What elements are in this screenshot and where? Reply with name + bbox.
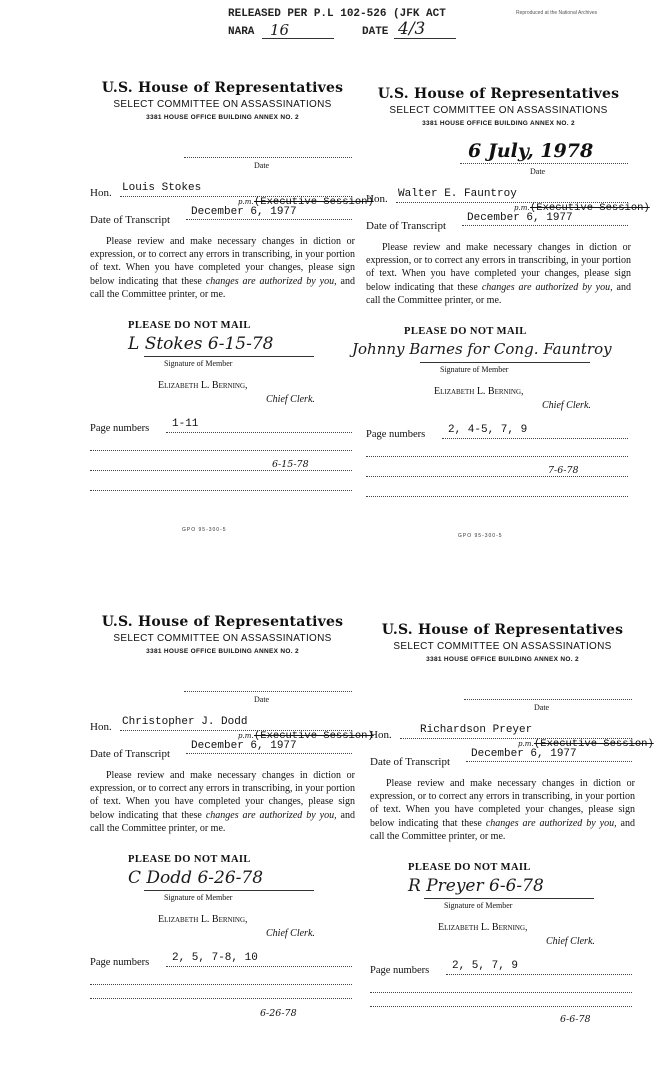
archives-note: Reproduced at the National Archives <box>516 10 598 16</box>
clerk-name: Elizabeth L. Berning, <box>158 914 248 925</box>
transcript-date-label: Date of Transcript <box>90 748 171 760</box>
page-numbers-line <box>442 438 628 439</box>
transcript-line <box>466 761 632 762</box>
committee-name: SELECT COMMITTEE ON ASSASSINATIONS <box>113 633 332 644</box>
blank-line <box>90 984 352 985</box>
clerk-name: Elizabeth L. Berning, <box>434 386 524 397</box>
member-signature: L Stokes 6-15-78 <box>128 334 274 354</box>
house-heading: U.S. House of Representatives <box>101 614 344 630</box>
signature-label: Signature of Member <box>164 359 233 368</box>
transcript-date: December 6, 1977 <box>467 212 573 224</box>
instructions-part-2: and call the Committee printer, or me. <box>366 281 631 306</box>
instructions-emphasis: changes are authorized by you, <box>205 275 337 287</box>
member-name: Walter E. Fauntroy <box>398 188 517 200</box>
instructions-part-2: and call the Committee printer, or me. <box>90 809 355 834</box>
page-numbers-line <box>166 432 352 433</box>
please-do-not-mail: PLEASE DO NOT MAIL <box>408 862 531 873</box>
release-stamp: RELEASED PER P.L 102-526 (JFK ACT <box>228 8 446 20</box>
signature-label: Signature of Member <box>164 893 233 902</box>
transcript-form-stokes <box>90 80 375 550</box>
page-numbers-label: Page numbers <box>90 423 150 434</box>
date-label: Date <box>534 703 550 712</box>
date-label: Date <box>530 167 546 176</box>
nara-label: NARA <box>228 26 255 38</box>
member-name: Richardson Preyer <box>420 724 533 736</box>
page-numbers-label: Page numbers <box>90 957 150 968</box>
committee-name: SELECT COMMITTEE ON ASSASSINATIONS <box>393 641 612 652</box>
date-label: Date <box>254 161 270 170</box>
release-date-label: DATE <box>362 26 389 38</box>
member-signature: R Preyer 6-6-78 <box>408 876 544 896</box>
date-underline <box>394 38 456 39</box>
handwritten-page-date: 7-6-78 <box>548 465 579 476</box>
instructions-emphasis: changes are authorized by you, <box>485 817 617 829</box>
pm-note: p.m. <box>518 740 534 748</box>
nara-value: 16 <box>270 21 290 39</box>
executive-session: (Executive Session) <box>254 196 374 208</box>
blank-line <box>90 998 352 999</box>
instructions-text <box>90 769 355 835</box>
member-signature: Johnny Barnes for Cong. Fauntroy <box>352 340 612 358</box>
hon-label: Hon. <box>90 721 112 733</box>
page-numbers: 2, 5, 7, 9 <box>452 960 519 972</box>
house-heading: U.S. House of Representatives <box>101 80 344 96</box>
signature-line <box>420 362 590 363</box>
committee-address: 3381 HOUSE OFFICE BUILDING ANNEX NO. 2 <box>146 648 299 655</box>
date-label: Date <box>254 695 270 704</box>
handwritten-page-date: 6-15-78 <box>272 459 309 470</box>
transcript-line <box>186 753 352 754</box>
blank-line <box>366 456 628 457</box>
blank-line <box>90 470 352 471</box>
transcript-line <box>462 225 628 226</box>
please-do-not-mail: PLEASE DO NOT MAIL <box>128 320 251 331</box>
clerk-title: Chief Clerk. <box>266 394 315 405</box>
signature-line <box>144 356 314 357</box>
committee-address: 3381 HOUSE OFFICE BUILDING ANNEX NO. 2 <box>146 114 299 121</box>
hon-label: Hon. <box>90 187 112 199</box>
executive-session: (Executive Session) <box>254 730 374 742</box>
blank-line <box>370 992 632 993</box>
signature-label: Signature of Member <box>444 901 513 910</box>
executive-session: (Executive Session) <box>534 738 654 750</box>
instructions-part-2: and call the Committee printer, or me. <box>370 817 635 842</box>
pm-note: p.m. <box>514 204 530 212</box>
please-do-not-mail: PLEASE DO NOT MAIL <box>128 854 251 865</box>
transcript-form-preyer <box>370 622 655 1092</box>
signature-label: Signature of Member <box>440 365 509 374</box>
gpo-code: GPO 95-300-5 <box>458 533 503 539</box>
instructions-emphasis: changes are authorized by you, <box>481 281 613 293</box>
instructions-part-1: Please review and make necessary changes in diction or expression, or to correct any errors in transcribing, in your portion of text. When you have completed your changes, please sign below indicating that these <box>366 242 631 293</box>
committee-name: SELECT COMMITTEE ON ASSASSINATIONS <box>113 99 332 110</box>
page-numbers-label: Page numbers <box>370 965 430 976</box>
date-line <box>184 691 352 692</box>
date-line <box>460 163 628 164</box>
instructions-part-1: Please review and make necessary changes in diction or expression, or to correct any errors in transcribing, in your portion of text. When you have completed your changes, please sign below indicating that these <box>90 236 355 287</box>
house-heading: U.S. House of Representatives <box>377 86 620 102</box>
committee-address: 3381 HOUSE OFFICE BUILDING ANNEX NO. 2 <box>422 120 575 127</box>
blank-line <box>370 1006 632 1007</box>
page-numbers-line <box>446 974 632 975</box>
transcript-date-label: Date of Transcript <box>366 220 447 232</box>
clerk-title: Chief Clerk. <box>542 400 591 411</box>
release-date-value: 4/3 <box>398 19 426 39</box>
transcript-form-dodd <box>90 614 375 1084</box>
instructions-emphasis: changes are authorized by you, <box>205 809 337 821</box>
page-numbers: 2, 4-5, 7, 9 <box>448 424 528 436</box>
blank-line <box>366 476 628 477</box>
handwritten-date: 6 July, 1978 <box>468 140 594 162</box>
nara-underline <box>262 38 334 39</box>
instructions-text <box>370 777 635 843</box>
signature-line <box>144 890 314 891</box>
transcript-date: December 6, 1977 <box>191 740 297 752</box>
instructions-text <box>90 235 355 301</box>
page-numbers-line <box>166 966 352 967</box>
member-name: Christopher J. Dodd <box>122 716 248 728</box>
house-heading: U.S. House of Representatives <box>381 622 624 638</box>
instructions-part-1: Please review and make necessary changes in diction or expression, or to correct any errors in transcribing, in your portion of text. When you have completed your changes, please sign below indicating that these <box>370 778 635 829</box>
page-numbers-label: Page numbers <box>366 429 426 440</box>
signature-line <box>424 898 594 899</box>
handwritten-page-date: 6-26-78 <box>260 1008 297 1019</box>
handwritten-page-date: 6-6-78 <box>560 1014 591 1025</box>
committee-address: 3381 HOUSE OFFICE BUILDING ANNEX NO. 2 <box>426 656 579 663</box>
please-do-not-mail: PLEASE DO NOT MAIL <box>404 326 527 337</box>
transcript-date-label: Date of Transcript <box>370 756 451 768</box>
pm-note: p.m. <box>238 198 254 206</box>
instructions-part-2: and call the Committee printer, or me. <box>90 275 355 300</box>
clerk-title: Chief Clerk. <box>266 928 315 939</box>
page-numbers: 1-11 <box>172 418 199 430</box>
committee-name: SELECT COMMITTEE ON ASSASSINATIONS <box>389 105 608 116</box>
date-line <box>184 157 352 158</box>
gpo-code: GPO 95-300-5 <box>182 527 227 533</box>
hon-label: Hon. <box>370 729 392 741</box>
member-signature: C Dodd 6-26-78 <box>128 868 264 888</box>
clerk-name: Elizabeth L. Berning, <box>438 922 528 933</box>
blank-line <box>366 496 628 497</box>
transcript-date-label: Date of Transcript <box>90 214 171 226</box>
clerk-name: Elizabeth L. Berning, <box>158 380 248 391</box>
date-line <box>464 699 632 700</box>
clerk-title: Chief Clerk. <box>546 936 595 947</box>
transcript-form-fauntroy <box>352 86 651 556</box>
page-numbers: 2, 5, 7-8, 10 <box>172 952 258 964</box>
instructions-text <box>366 241 631 307</box>
blank-line <box>90 490 352 491</box>
executive-session: (Executive Session) <box>530 202 650 214</box>
instructions-part-1: Please review and make necessary changes in diction or expression, or to correct any errors in transcribing, in your portion of text. When you have completed your changes, please sign below indicating that these <box>90 770 355 821</box>
member-name: Louis Stokes <box>122 182 202 194</box>
transcript-date: December 6, 1977 <box>471 748 577 760</box>
hon-label: Hon. <box>366 193 388 205</box>
pm-note: p.m. <box>238 732 254 740</box>
blank-line <box>90 450 352 451</box>
transcript-date: December 6, 1977 <box>191 206 297 218</box>
transcript-line <box>186 219 352 220</box>
